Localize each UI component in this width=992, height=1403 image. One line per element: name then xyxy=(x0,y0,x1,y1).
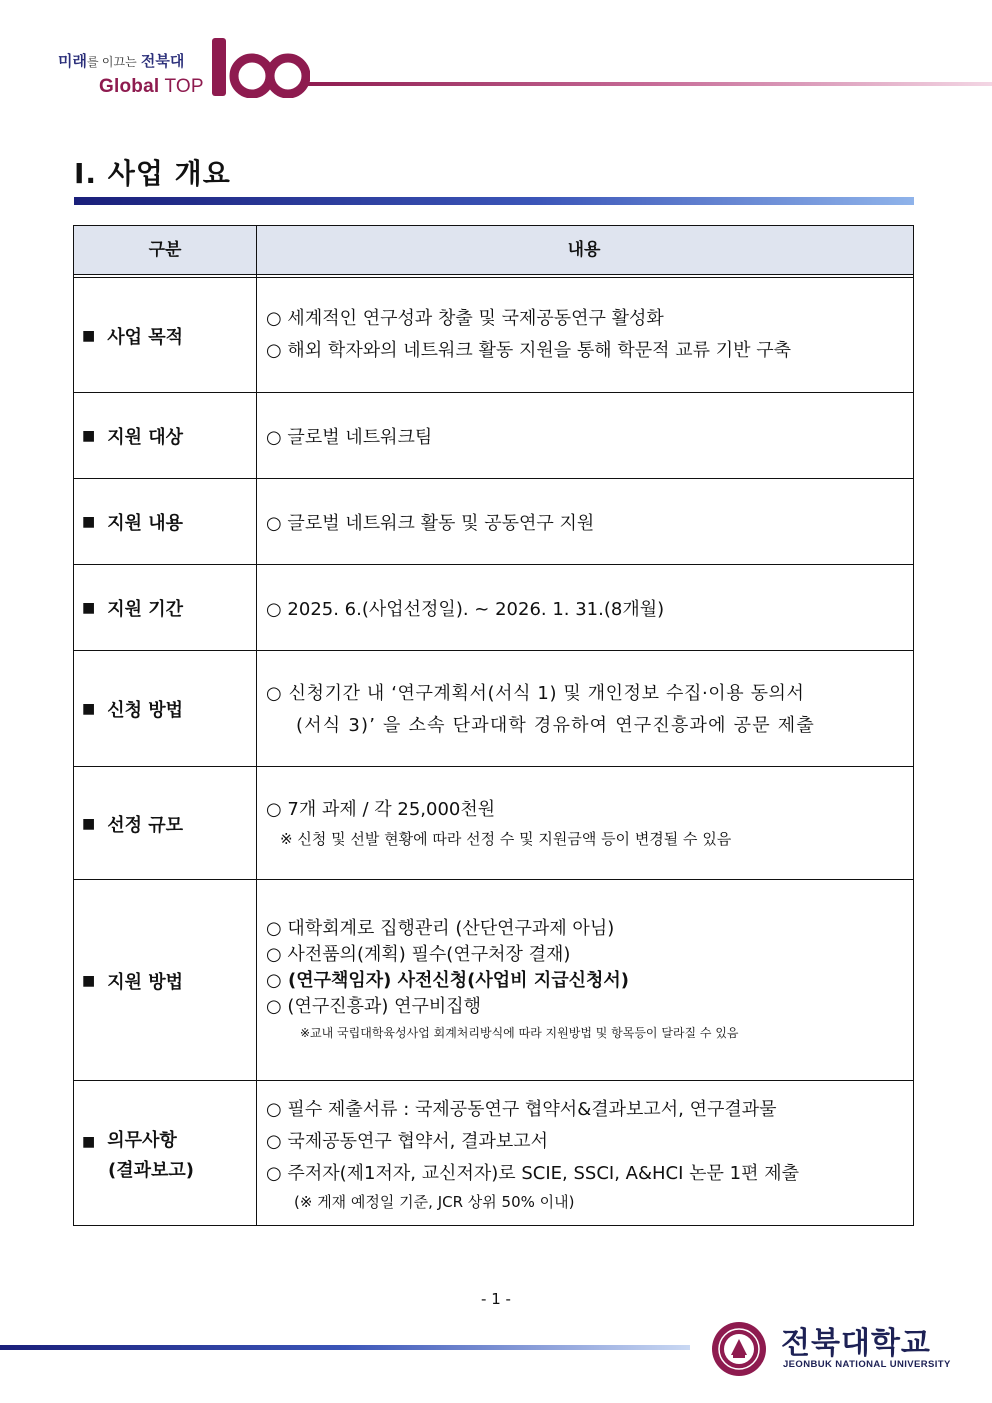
logo-number: 100 xyxy=(208,36,210,37)
square-bullet-icon: ■ xyxy=(82,1134,96,1150)
university-name-ko: 전북대학교 xyxy=(781,1326,931,1361)
content-line: ○ 세계적인 연구성과 창출 및 국제공동연구 활성화 xyxy=(266,308,664,329)
column-divider xyxy=(256,226,257,1225)
footer-rule xyxy=(0,1345,690,1350)
content-line: ○ 대학회계로 집행관리 (산단연구과제 아님) xyxy=(266,918,615,939)
row-label xyxy=(82,565,252,651)
global-rest: TOP xyxy=(159,76,204,97)
table-row xyxy=(74,650,913,766)
logo-tagline xyxy=(58,50,184,71)
square-bullet-icon: ■ xyxy=(82,514,96,530)
row-label xyxy=(82,479,252,565)
content-line: ○ 7개 과제 / 각 25,000천원 xyxy=(266,799,496,820)
content-line: ○ 글로벌 네트워크팀 xyxy=(266,427,433,448)
page-header xyxy=(0,0,992,110)
page-number: - 1 - xyxy=(481,1290,511,1308)
content-line: ○ (연구진흥과) 연구비집행 xyxy=(266,996,482,1017)
row-label-text: 의무사항 xyxy=(107,1130,177,1151)
square-bullet-icon: ■ xyxy=(82,815,96,832)
row-label-text: 지원 대상 xyxy=(107,427,184,448)
overview-table xyxy=(73,225,914,1226)
row-label xyxy=(82,651,252,767)
table-header xyxy=(74,226,913,275)
row-label-subtext: (결과보고) xyxy=(108,1160,195,1181)
content-line: ○ 필수 제출서류 : 국제공동연구 협약서&결과보고서, 연구결과물 xyxy=(266,1099,777,1120)
row-label xyxy=(82,393,252,479)
global-bold: Global xyxy=(99,76,160,97)
row-label xyxy=(82,278,252,393)
row-label xyxy=(82,880,252,1081)
content-line: ○ 2025. 6.(사업선정일). ~ 2026. 1. 31.(8개월) xyxy=(266,599,665,620)
content-note: (※ 게재 예정일 기준, JCR 상위 50% 이내) xyxy=(294,1193,575,1211)
tagline-part2: 를 이끄는 xyxy=(86,55,137,69)
content-line: ○ 주저자(제1저자, 교신저자)로 SCIE, SSCI, A&HCI 논문 1편 제출 xyxy=(266,1163,799,1184)
table-row xyxy=(74,766,913,879)
content-line: ○ 신청기간 내 ‘연구계획서(서식 1) 및 개인정보 수집·이용 동의서 xyxy=(266,683,805,704)
content-line: ○ 글로벌 네트워크 활동 및 공동연구 지원 xyxy=(266,513,595,534)
content-line: ○ 사전품의(계획) 필수(연구처장 결재) xyxy=(266,944,571,965)
title-underline xyxy=(74,197,914,205)
row-label-text: 지원 기간 xyxy=(107,599,184,620)
header-content: 내용 xyxy=(567,240,601,260)
square-bullet-icon: ■ xyxy=(82,428,96,444)
logo-global-top xyxy=(99,76,204,98)
content-line: ○ 해외 학자와의 네트워크 활동 지원을 통해 학문적 교류 기반 구축 xyxy=(266,340,792,361)
square-bullet-icon: ■ xyxy=(82,327,96,344)
table-row xyxy=(74,392,913,478)
tagline-part3: 전북대 xyxy=(140,53,185,70)
content-note: ※ 신청 및 선발 현황에 따라 선정 수 및 지원금액 등이 변경될 수 있음 xyxy=(280,830,732,848)
table-row xyxy=(74,879,913,1080)
header-category: 구분 xyxy=(148,240,182,260)
content-line: ○ 국제공동연구 협약서, 결과보고서 xyxy=(266,1131,549,1152)
row-label-text: 신청 방법 xyxy=(107,700,184,721)
table-row xyxy=(74,1080,913,1225)
content-note: ※교내 국립대학육성사업 회계처리방식에 따라 지원방법 및 항목등이 달라질 수 있음 xyxy=(300,1026,739,1040)
square-bullet-icon: ■ xyxy=(82,972,96,989)
row-label xyxy=(82,767,252,880)
square-bullet-icon: ■ xyxy=(82,600,96,616)
table-row xyxy=(74,564,913,650)
table-row xyxy=(74,478,913,564)
square-bullet-icon: ■ xyxy=(82,701,96,717)
table-row xyxy=(74,277,913,392)
logo-100-mark xyxy=(208,36,310,98)
row-label-text: 지원 방법 xyxy=(107,971,184,993)
row-label-text: 지원 내용 xyxy=(107,513,184,534)
content-line: ○ (연구책임자) 사전신청(사업비 지급신청서) xyxy=(266,970,630,991)
tagline-part1: 미래 xyxy=(58,53,87,70)
page-title: Ⅰ. 사업 개요 xyxy=(74,157,231,190)
row-label-text: 선정 규모 xyxy=(107,814,184,836)
university-seal-icon xyxy=(711,1321,767,1377)
content-line: (서식 3)’ 을 소속 단과대학 경유하여 연구진흥과에 공문 제출 xyxy=(296,715,815,736)
university-name-en: JEONBUK NATIONAL UNIVERSITY xyxy=(783,1359,951,1370)
header-rule xyxy=(302,82,992,86)
row-label-text: 사업 목적 xyxy=(107,326,184,348)
